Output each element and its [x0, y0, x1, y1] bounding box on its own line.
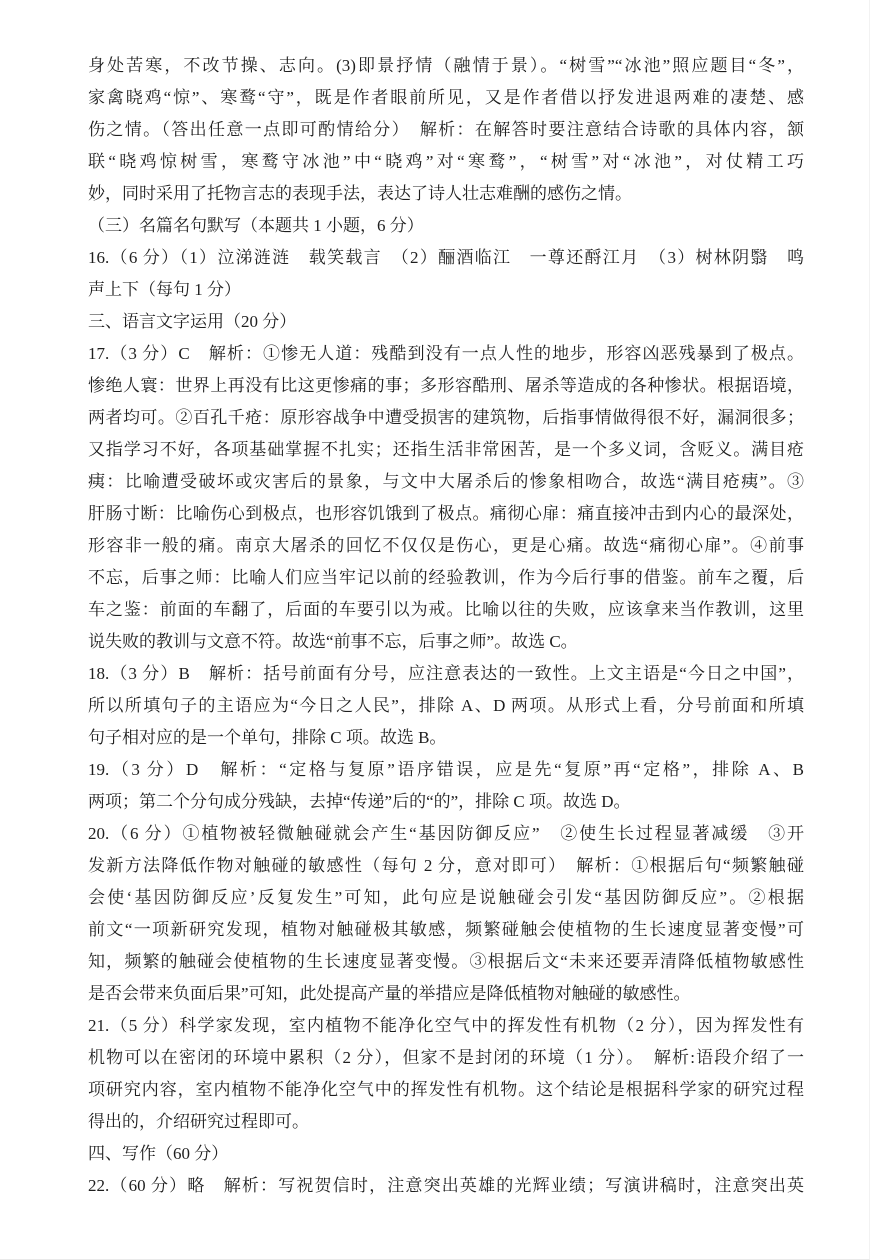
text-line: 三、语言文字运用（20 分）: [88, 312, 297, 331]
text-line: 得出的，介绍研究过程即可。: [88, 1112, 309, 1131]
text-line: 两项；第二个分句成分残缺，去掉“传递”后的“的”，排除 C 项。故选 D。: [88, 792, 631, 811]
text-line: 形容非一般的痛。南京大屠杀的回忆不仅仅是伤心，更是心痛。故选“痛彻心扉”。④前事: [88, 536, 804, 555]
text-line: 句子相对应的是一个单句，排除 C 项。故选 B。: [88, 728, 447, 747]
text-line: （三）名篇名句默写（本题共 1 小题，6 分）: [88, 216, 424, 235]
text-line: 肝肠寸断：比喻伤心到极点，也形容饥饿到了极点。痛彻心扉：痛直接冲击到内心的最深处，: [88, 504, 804, 523]
text-line: 是否会带来负面后果”可知，此处提高产量的举措应是降低植物对触碰的敏感性。: [88, 984, 691, 1003]
text-line: 身处苦寒，不改节操、志向。(3)即景抒情（融情于景）。“树雪”“冰池”照应题目“冬”，: [88, 56, 804, 75]
text-line: 发新方法降低作物对触碰的敏感性（每句 2 分，意对即可） 解析：①根据后句“频繁触碰: [88, 856, 804, 875]
text-line: 四、写作（60 分）: [88, 1144, 229, 1163]
text-line: 联“晓鸡惊树雪，寒鹜守冰池”中“晓鸡”对“寒鹜”，“树雪”对“冰池”，对仗精工巧: [88, 152, 804, 171]
text-line: 机物可以在密闭的环境中累积（2 分），但家不是封闭的环境（1 分）。 解析:语段介绍了一: [88, 1048, 804, 1067]
text-line: 伤之情。（答出任意一点即可酌情给分） 解析：在解答时要注意结合诗歌的具体内容，颔: [88, 120, 804, 139]
text-line: 19.（3 分）D 解析：“定格与复原”语序错误，应是先“复原”再“定格”，排除 A、B: [88, 760, 804, 779]
text-line: 妙，同时采用了托物言志的表现手法，表达了诗人壮志难酬的感伤之情。: [88, 184, 632, 203]
text-line: 痍：比喻遭受破坏或灾害后的景象，与文中大屠杀后的惨象相吻合，故选“满目疮痍”。③: [88, 472, 804, 491]
text-line: 20.（6 分）①植物被轻微触碰就会产生“基因防御反应” ②使生长过程显著减缓 ③开: [88, 824, 804, 843]
text-line: 16.（6 分）（1）泣涕涟涟 载笑载言 （2）酾酒临江 一尊还酹江月 （3）树林阴翳 鸣: [88, 248, 804, 267]
text-line: 22.（60 分）略 解析：写祝贺信时，注意突出英雄的光辉业绩；写演讲稿时，注意突出英: [88, 1176, 804, 1195]
text-line: 家禽晓鸡“惊”、寒鹜“守”，既是作者眼前所见，又是作者借以抒发进退两难的凄楚、感: [88, 88, 804, 107]
text-line: 惨绝人寰：世界上再没有比这更惨痛的事；多形容酷刑、屠杀等造成的各种惨状。根据语境，: [88, 376, 804, 395]
text-line: 声上下（每句 1 分）: [88, 280, 241, 299]
text-line: 不忘，后事之师：比喻人们应当牢记以前的经验教训，作为今后行事的借鉴。前车之覆，后: [88, 568, 804, 587]
document-body: [88, 50, 804, 1202]
text-line: 知，频繁的触碰会使植物的生长速度显著变慢。③根据后文“未来还要弄清降低植物敏感性: [88, 952, 804, 971]
text-line: 所以所填句子的主语应为“今日之人民”，排除 A、D 两项。从形式上看，分号前面和所填: [88, 696, 804, 715]
text-line: 车之鉴：前面的车翻了，后面的车要引以为戒。比喻以往的失败，应该拿来当作教训，这里: [88, 600, 804, 619]
text-line: 前文“一项新研究发现，植物对触碰极其敏感，频繁碰触会使植物的生长速度显著变慢”可: [88, 920, 804, 939]
text-line: 会使‘基因防御反应’反复发生”可知，此句应是说触碰会引发“基因防御反应”。②根据: [88, 888, 804, 907]
text-line: 两者均可。②百孔千疮：原形容战争中遭受损害的建筑物，后指事情做得很不好，漏洞很多；: [88, 408, 804, 427]
text-line: 又指学习不好，各项基础掌握不扎实；还指生活非常困苦，是一个多义词，含贬义。满目疮: [88, 440, 804, 459]
text-line: 17.（3 分）C 解析：①惨无人道：残酷到没有一点人性的地步，形容凶恶残暴到了极点。: [88, 344, 804, 363]
text-line: 项研究内容，室内植物不能净化空气中的挥发性有机物。这个结论是根据科学家的研究过程: [88, 1080, 804, 1099]
text-line: 18.（3 分）B 解析：括号前面有分号，应注意表达的一致性。上文主语是“今日之中国”，: [88, 664, 804, 683]
text-line: 说失败的教训与文意不符。故选“前事不忘，后事之师”。故选 C。: [88, 632, 578, 651]
text-line: 21.（5 分）科学家发现，室内植物不能净化空气中的挥发性有机物（2 分），因为挥发性有: [88, 1016, 804, 1035]
